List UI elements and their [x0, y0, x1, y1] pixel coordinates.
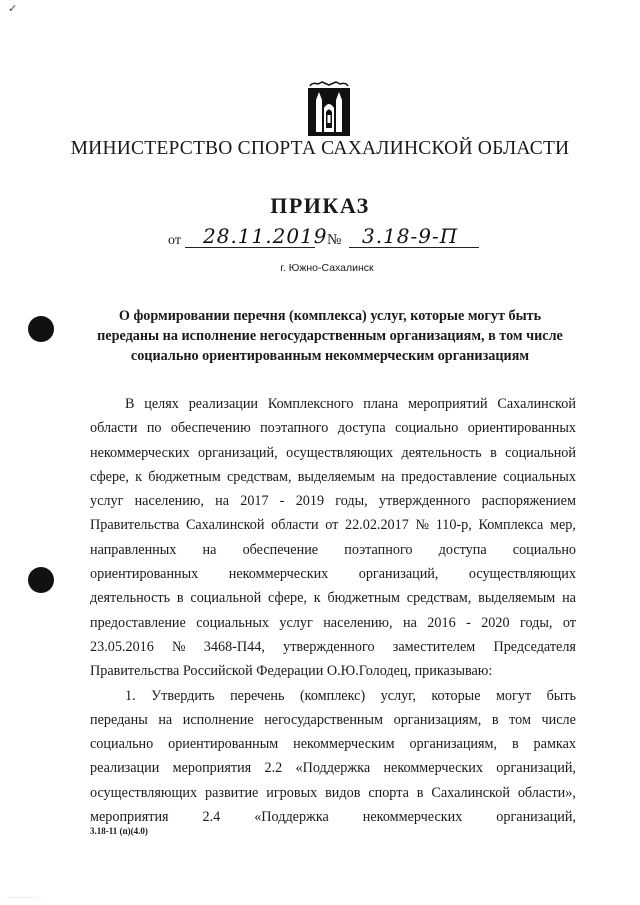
- body-word: ориентированным: [168, 736, 279, 753]
- body-word: услуг: [90, 493, 124, 510]
- body-line: [90, 732, 576, 756]
- body-word: быть: [546, 687, 576, 704]
- body-word: социально: [512, 541, 576, 558]
- body-word: осуществляющих: [468, 566, 576, 583]
- body-line: [90, 781, 576, 805]
- body-word: №: [172, 638, 186, 655]
- body-word: на: [562, 590, 576, 607]
- body-word: осуществляющих: [90, 784, 198, 801]
- body-word: в: [511, 736, 519, 753]
- body-word: Правительства: [90, 517, 180, 534]
- body-word: заместителем: [392, 638, 476, 655]
- body-word: спорта: [368, 784, 409, 801]
- body-word: Комплекса: [478, 517, 544, 534]
- body-line: [90, 659, 576, 683]
- subject-line: социально ориентированным некоммерческим организациям: [130, 348, 530, 364]
- body-word: 2020: [481, 614, 510, 631]
- body-word: Сахалинской: [185, 517, 265, 534]
- body-line: [90, 416, 576, 440]
- body-word: обеспечению: [170, 420, 251, 437]
- body-word: Комплексного: [267, 396, 354, 412]
- body-word: ориентированных: [467, 420, 576, 437]
- body-word: области: [90, 420, 138, 437]
- body-word: развитие: [204, 784, 259, 801]
- punch-hole-bottom: [28, 567, 54, 593]
- body-word: 3468-П44,: [203, 638, 265, 655]
- body-word: перечень: [230, 687, 285, 704]
- body-word: реализации: [188, 396, 259, 412]
- document-code: 3.18-11 (п)(4.0): [90, 826, 148, 836]
- body-word: 1.: [125, 687, 136, 704]
- body-word: деятельность: [90, 590, 171, 607]
- body-word: социально: [90, 736, 154, 753]
- body-word: доступа: [337, 420, 386, 437]
- body-word: некоммерческим: [293, 736, 395, 753]
- body-word: организаций,: [496, 760, 576, 777]
- body-word: в: [176, 590, 184, 607]
- body-word: организаций,: [358, 566, 439, 583]
- body-word: по: [146, 420, 162, 437]
- body-word: на: [202, 541, 217, 558]
- body-word: сфере,: [90, 468, 129, 485]
- body-word: выделяемым: [297, 468, 375, 485]
- body-word: утвержденного: [283, 638, 375, 655]
- body-word: Сахалинской: [497, 396, 576, 412]
- body-word: плана: [363, 396, 399, 412]
- body-word: на: [158, 711, 173, 728]
- body-word: организаций,: [496, 809, 576, 826]
- number-label: №: [327, 232, 342, 248]
- body-line: [90, 562, 576, 586]
- body-word: мероприятия: [90, 809, 169, 826]
- body-word: могут: [495, 687, 532, 704]
- body-word: распоряжением: [481, 493, 576, 510]
- body-word: осуществляющих: [286, 444, 394, 461]
- body-word: социальных: [196, 614, 269, 631]
- body-word: «Поддержка: [295, 760, 371, 777]
- body-word: области»,: [517, 784, 576, 801]
- number-handwritten: 3.18-9-П: [362, 224, 459, 248]
- body-word: «Поддержка: [254, 809, 329, 826]
- body-word: 2.2: [264, 760, 283, 777]
- body-word: деятельность: [401, 444, 482, 461]
- city-line: г. Южно-Сахалинск: [280, 262, 374, 274]
- body-word: доступа: [438, 541, 487, 558]
- subject-line: переданы на исполнение негосударственным организациям, в том числе: [97, 328, 563, 344]
- body-word: мероприятия: [172, 760, 252, 777]
- body-word: от: [325, 517, 339, 534]
- body-word: мероприятий: [407, 396, 488, 412]
- body-word: -: [466, 614, 471, 631]
- body-line: [90, 586, 576, 610]
- body-word: 23.05.2016: [90, 638, 154, 655]
- body-word: области: [271, 517, 319, 534]
- body-word: бюджетным: [148, 468, 221, 485]
- body-word: годы,: [519, 614, 553, 631]
- body-word: некоммерческих: [383, 760, 483, 777]
- body-word: (комплекс): [299, 687, 366, 704]
- body-word: социальной: [190, 590, 262, 607]
- body-word: -: [279, 493, 285, 510]
- subject-line: О формировании перечня (комплекса) услуг, которые могут быть: [118, 308, 542, 324]
- body-word: некоммерческих: [228, 566, 329, 583]
- body-word: числе: [541, 711, 576, 728]
- body-word: 2016: [427, 614, 456, 631]
- body-word: переданы: [90, 711, 148, 728]
- body-word: населению,: [134, 493, 204, 510]
- body-word: населению,: [323, 614, 393, 631]
- body-word: игровых: [266, 784, 318, 801]
- body-word: к: [313, 590, 321, 607]
- body-word: социально: [395, 420, 459, 437]
- body-line: [90, 684, 576, 708]
- body-word: организациям,: [409, 736, 498, 753]
- punch-hole-top: [28, 316, 54, 342]
- body-word: №: [415, 517, 430, 534]
- body-line: [90, 513, 576, 537]
- body-word: средствам,: [406, 590, 472, 607]
- body-word: целях: [144, 396, 179, 412]
- body-word: некоммерческих: [90, 444, 190, 461]
- body-word: на: [381, 468, 395, 485]
- body-word: том: [509, 711, 531, 728]
- scan-artifact: ··········· · ·: [6, 896, 46, 901]
- body-word: услуг: [279, 614, 313, 631]
- body-word: на: [215, 493, 230, 510]
- body-word: которые: [431, 687, 481, 704]
- body-word: поэтапного: [260, 420, 329, 437]
- body-word: мер,: [549, 517, 576, 534]
- body-word: 22.02.2017: [344, 517, 409, 534]
- body-word: Сахалинской: [431, 784, 510, 801]
- order-subject: [95, 306, 565, 366]
- date-label: от: [168, 233, 181, 248]
- body-line: [90, 635, 576, 659]
- body-word: исполнение: [182, 711, 254, 728]
- body-line: [90, 441, 576, 465]
- tick-mark: ✓: [8, 2, 18, 15]
- body-word: в: [490, 444, 497, 461]
- body-word: поэтапного: [344, 541, 413, 558]
- order-title: ПРИКАЗ: [270, 193, 370, 218]
- body-line: [90, 805, 576, 829]
- body-line: [90, 708, 576, 732]
- body-word: Правительства Российской Федерации О.Ю.Голодец, приказываю:: [90, 663, 493, 680]
- body-word: направленных: [90, 541, 177, 558]
- body-line: [90, 489, 576, 513]
- body-word: Председателя: [493, 638, 576, 655]
- body-word: 2017: [240, 493, 269, 510]
- body-word: некоммерческих: [362, 809, 463, 826]
- body-word: Утвердить: [151, 687, 215, 704]
- body-word: 2019: [295, 493, 325, 510]
- body-word: утвержденного: [378, 493, 471, 510]
- body-word: ориентированных: [90, 566, 199, 583]
- body-word: к: [135, 468, 143, 485]
- body-word: В: [125, 396, 135, 412]
- body-word: средствам,: [226, 468, 292, 485]
- body-word: социальных: [503, 468, 576, 485]
- body-word: предоставление: [90, 614, 186, 631]
- body-word: выделяемым: [478, 590, 556, 607]
- body-word: услуг,: [380, 687, 416, 704]
- body-word: в: [416, 784, 424, 801]
- body-line: [90, 392, 576, 416]
- body-line: [90, 538, 576, 562]
- body-word: предоставление: [401, 468, 497, 485]
- body-word: организациям,: [393, 711, 482, 728]
- body-word: от: [562, 614, 576, 631]
- date-handwritten: 28.11.2019: [203, 224, 328, 248]
- ministry-heading: МИНИСТЕРСТВО СПОРТА САХАЛИНСКОЙ ОБЛАСТИ: [70, 138, 570, 159]
- body-line: [90, 465, 576, 489]
- order-body: [90, 392, 576, 829]
- body-line: [90, 611, 576, 635]
- body-word: сфере,: [268, 590, 307, 607]
- body-word: обеспечение: [242, 541, 319, 558]
- coat-of-arms-emblem: [300, 80, 358, 138]
- body-word: видов: [325, 784, 361, 801]
- body-word: социальной: [505, 444, 576, 461]
- body-word: годы,: [335, 493, 368, 510]
- body-word: 110-р,: [435, 517, 472, 534]
- body-word: реализации: [90, 760, 160, 777]
- body-word: бюджетным: [327, 590, 400, 607]
- body-word: на: [402, 614, 417, 631]
- body-word: негосударственным: [264, 711, 384, 728]
- body-word: в: [491, 711, 499, 728]
- body-line: [90, 756, 576, 780]
- body-word: 2.4: [202, 809, 221, 826]
- body-word: организаций,: [197, 444, 278, 461]
- body-word: рамках: [533, 736, 576, 753]
